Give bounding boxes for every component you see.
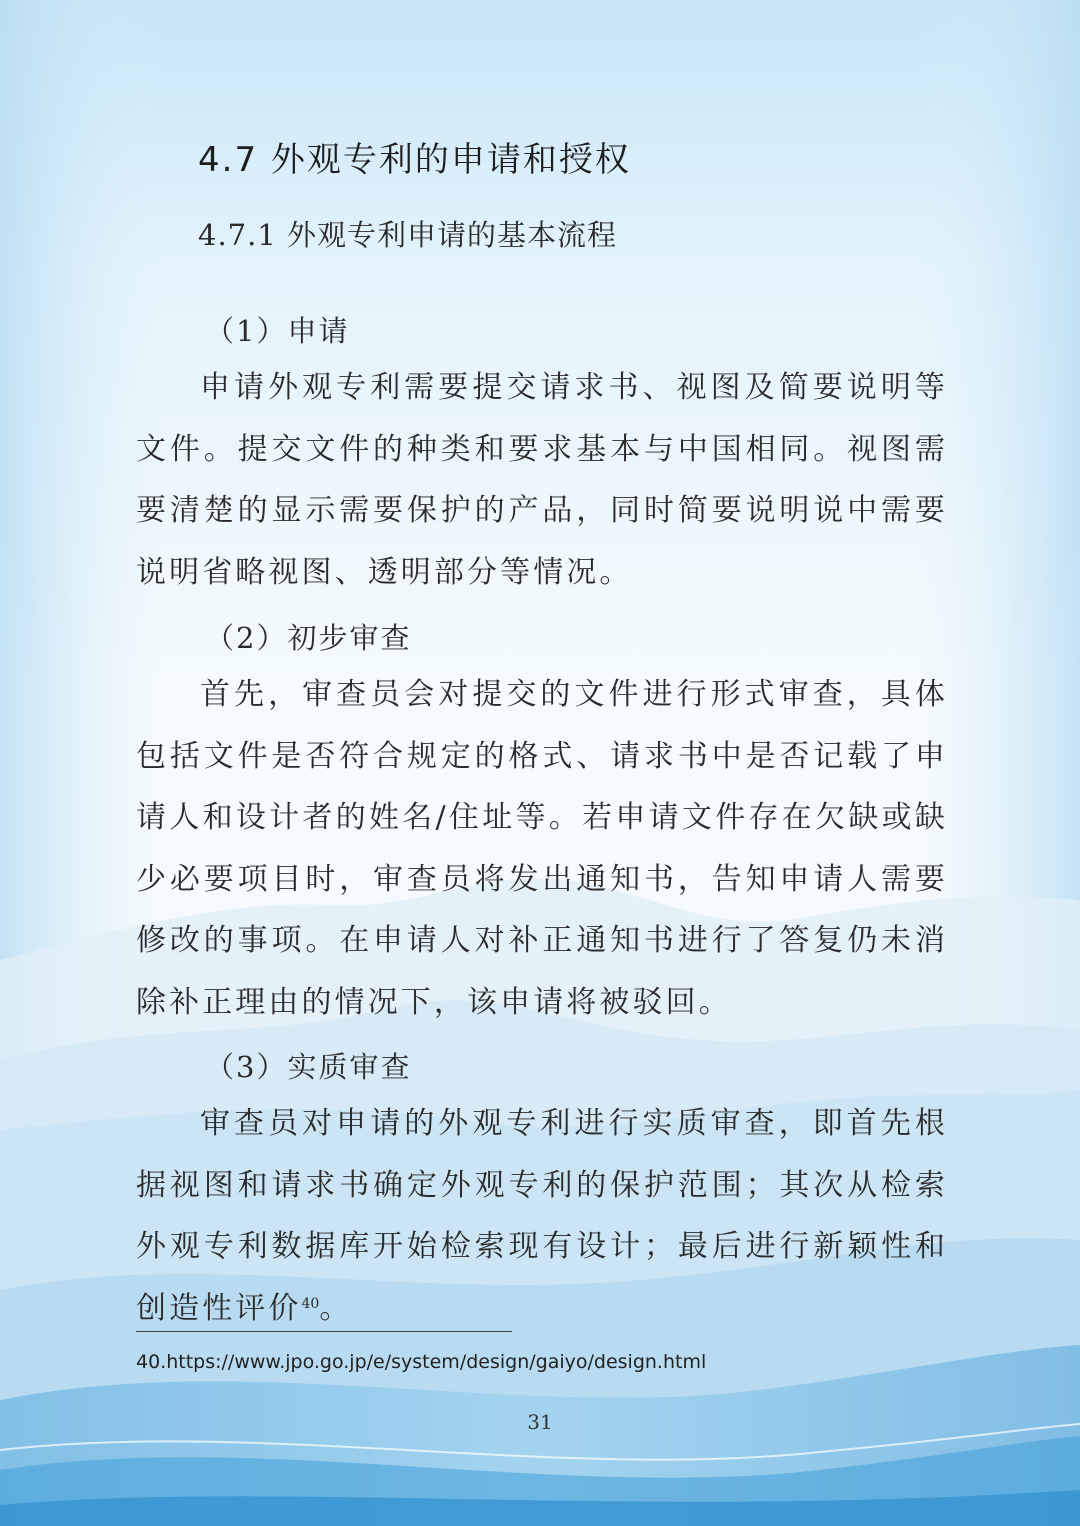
step-paragraph: 申请外观专利需要提交请求书、视图及简要说明等文件。提交文件的种类和要求基本与中国相同。视图需要清楚的显示需要保护的产品，同时简要说明说中需要说明省略视图、透明部分等情况。 bbox=[136, 370, 948, 590]
step-text-end: 。 bbox=[319, 1290, 353, 1326]
subsection-title: 4.7.1 外观专利申请的基本流程 bbox=[198, 218, 618, 252]
section-title: 4.7 外观专利的申请和授权 bbox=[198, 140, 631, 180]
step-paragraph bbox=[136, 1093, 948, 1339]
step-heading: （2）初步审查 bbox=[205, 621, 412, 655]
step-text: 审查员对申请的外观专利进行实质审查，即首先根据视图和请求书确定外观专利的保护范围；其次从检索外观专利数据库开始检索现有设计；最后进行新颖性和创造性评价 bbox=[136, 1106, 948, 1326]
step-heading: （1）申请 bbox=[205, 314, 350, 348]
footnote-divider bbox=[136, 1331, 512, 1332]
step-heading: （3）实质审查 bbox=[205, 1050, 412, 1084]
footnote-url[interactable]: 40.https://www.jpo.go.jp/e/system/design/gaiyo/design.html bbox=[136, 1351, 707, 1373]
footnote-reference[interactable]: 40 bbox=[301, 1295, 320, 1312]
step-paragraph: 首先，审查员会对提交的文件进行形式审查，具体包括文件是否符合规定的格式、请求书中是否记载了申请人和设计者的姓名/住址等。若申请文件存在欠缺或缺少必要项目时，审查员将发出通知书，告知申请人需要修改的事项。在申请人对补正通知书进行了答复仍未消除补正理由的情况下，该申请将被驳回。 bbox=[136, 677, 948, 1020]
page-number: 31 bbox=[527, 1410, 553, 1434]
